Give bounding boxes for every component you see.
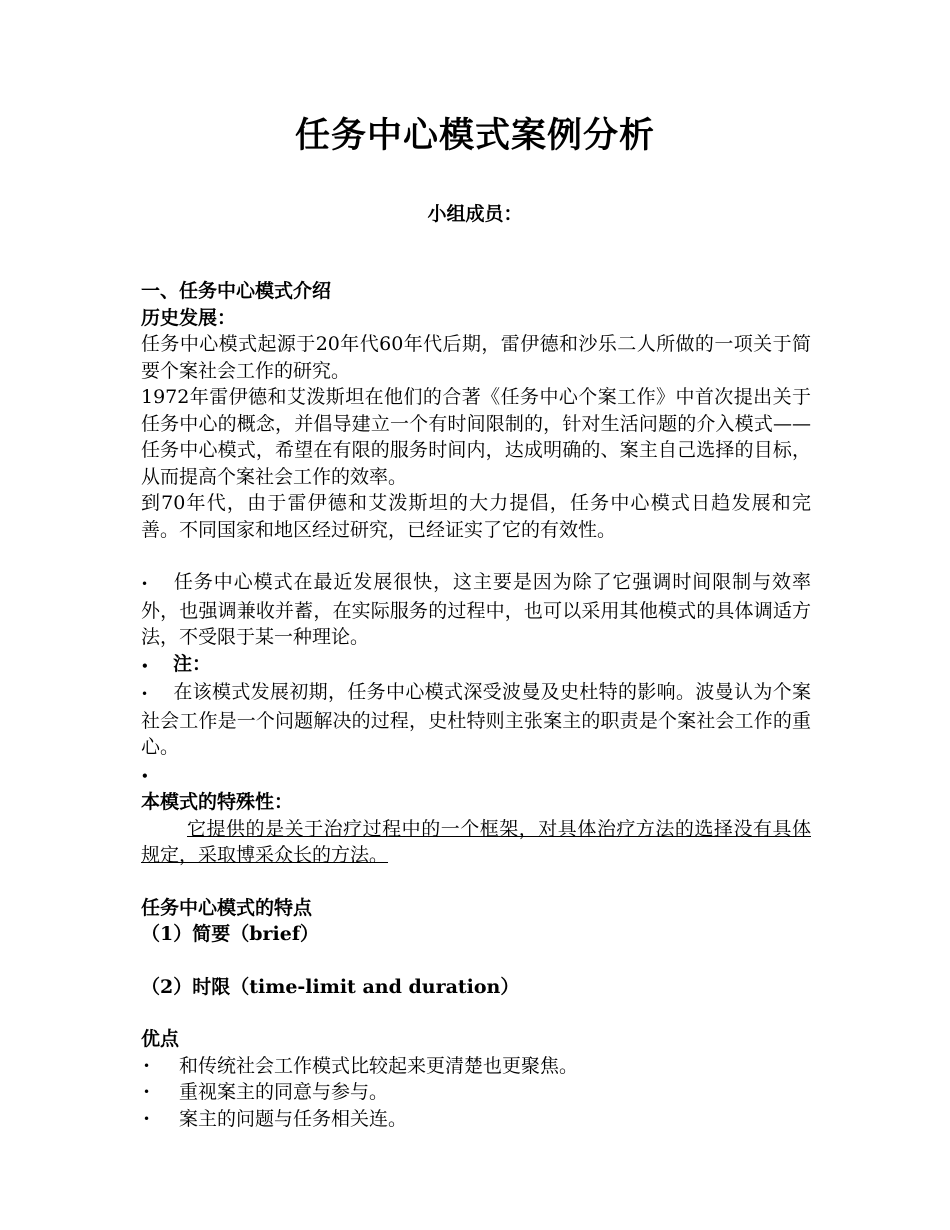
bullet-icon: • — [143, 1058, 151, 1073]
history-paragraph-2: 1972年雷伊德和艾泼斯坦在他们的合著《任务中心个案工作》中首次提出关于任务中心的概念，并倡导建立一个有时间限制的，针对生活问题的介入模式——任务中心模式，希望在有限的服务时间内，达成明确的、案主自己选择的目标，从而提高个案社会工作的效率。 — [141, 386, 811, 488]
bullet-icon: • — [143, 1111, 151, 1126]
features-heading: 任务中心模式的特点 — [141, 896, 313, 919]
bullet-influence — [141, 679, 811, 761]
advantage-item-text: 和传统社会工作模式比较起来更清楚也更聚焦。 — [179, 1054, 579, 1077]
advantages-heading: 优点 — [141, 1028, 180, 1050]
bullet-development-text: 任务中心模式在最近发展很快，这主要是因为除了它强调时间限制与效率外，也强调兼收并蓄，在实际服务的过程中，也可以采用其他模式的具体调适方法，不受限于某一种理论。 — [141, 571, 811, 648]
feature-item-brief: （1）简要（brief） — [141, 923, 319, 945]
spacer — [141, 1000, 811, 1026]
section-heading-intro: 一、任务中心模式介绍 — [141, 280, 332, 302]
advantage-item-text: 案主的问题与任务相关连。 — [179, 1107, 408, 1130]
advantage-item — [141, 1053, 811, 1080]
spacer — [141, 948, 811, 974]
bullet-note — [141, 651, 811, 680]
spacer — [141, 869, 811, 895]
spacer — [141, 543, 811, 569]
document-title: 任务中心模式案例分析 — [294, 115, 655, 156]
history-paragraph-3: 到70年代，由于雷伊德和艾泼斯坦的大力提倡，任务中心模式日趋发展和完善。不同国家和地区经过研究，已经证实了它的有效性。 — [141, 492, 811, 541]
feature-item-time-limit: （2）时限（time-limit and duration） — [141, 975, 520, 998]
bullet-influence-text: 在该模式发展初期，任务中心模式深受波曼及史杜特的影响。波曼认为个案社会工作是一个问题解决的过程，史杜特则主张案主的职责是个案社会工作的重心。 — [141, 681, 811, 758]
bullet-icon: • — [141, 577, 149, 591]
bullet-icon: • — [141, 687, 149, 701]
history-label: 历史发展： — [141, 306, 237, 329]
document-body — [141, 278, 811, 1132]
bullet-note-text: 注： — [173, 652, 212, 675]
bullet-icon: • — [143, 1085, 151, 1099]
bullet-development — [141, 569, 811, 651]
special-text: 它提供的是关于治疗过程中的一个框架，对具体治疗方法的选择没有具体规定，采取博采众长的方法。 — [141, 817, 811, 866]
history-paragraph-1: 任务中心模式起源于20年代60年代后期，雷伊德和沙乐二人所做的一项关于简要个案社会工作的研究。 — [141, 333, 811, 382]
advantage-item-text: 重视案主的同意与参与。 — [179, 1081, 389, 1103]
advantage-item — [141, 1106, 811, 1133]
special-heading: 本模式的特殊性： — [141, 791, 294, 813]
bullet-empty — [141, 761, 811, 790]
bullet-icon: • — [141, 658, 149, 673]
advantage-item — [141, 1079, 811, 1106]
group-members-label: 小组成员： — [427, 203, 523, 225]
bullet-icon: • — [141, 768, 149, 783]
